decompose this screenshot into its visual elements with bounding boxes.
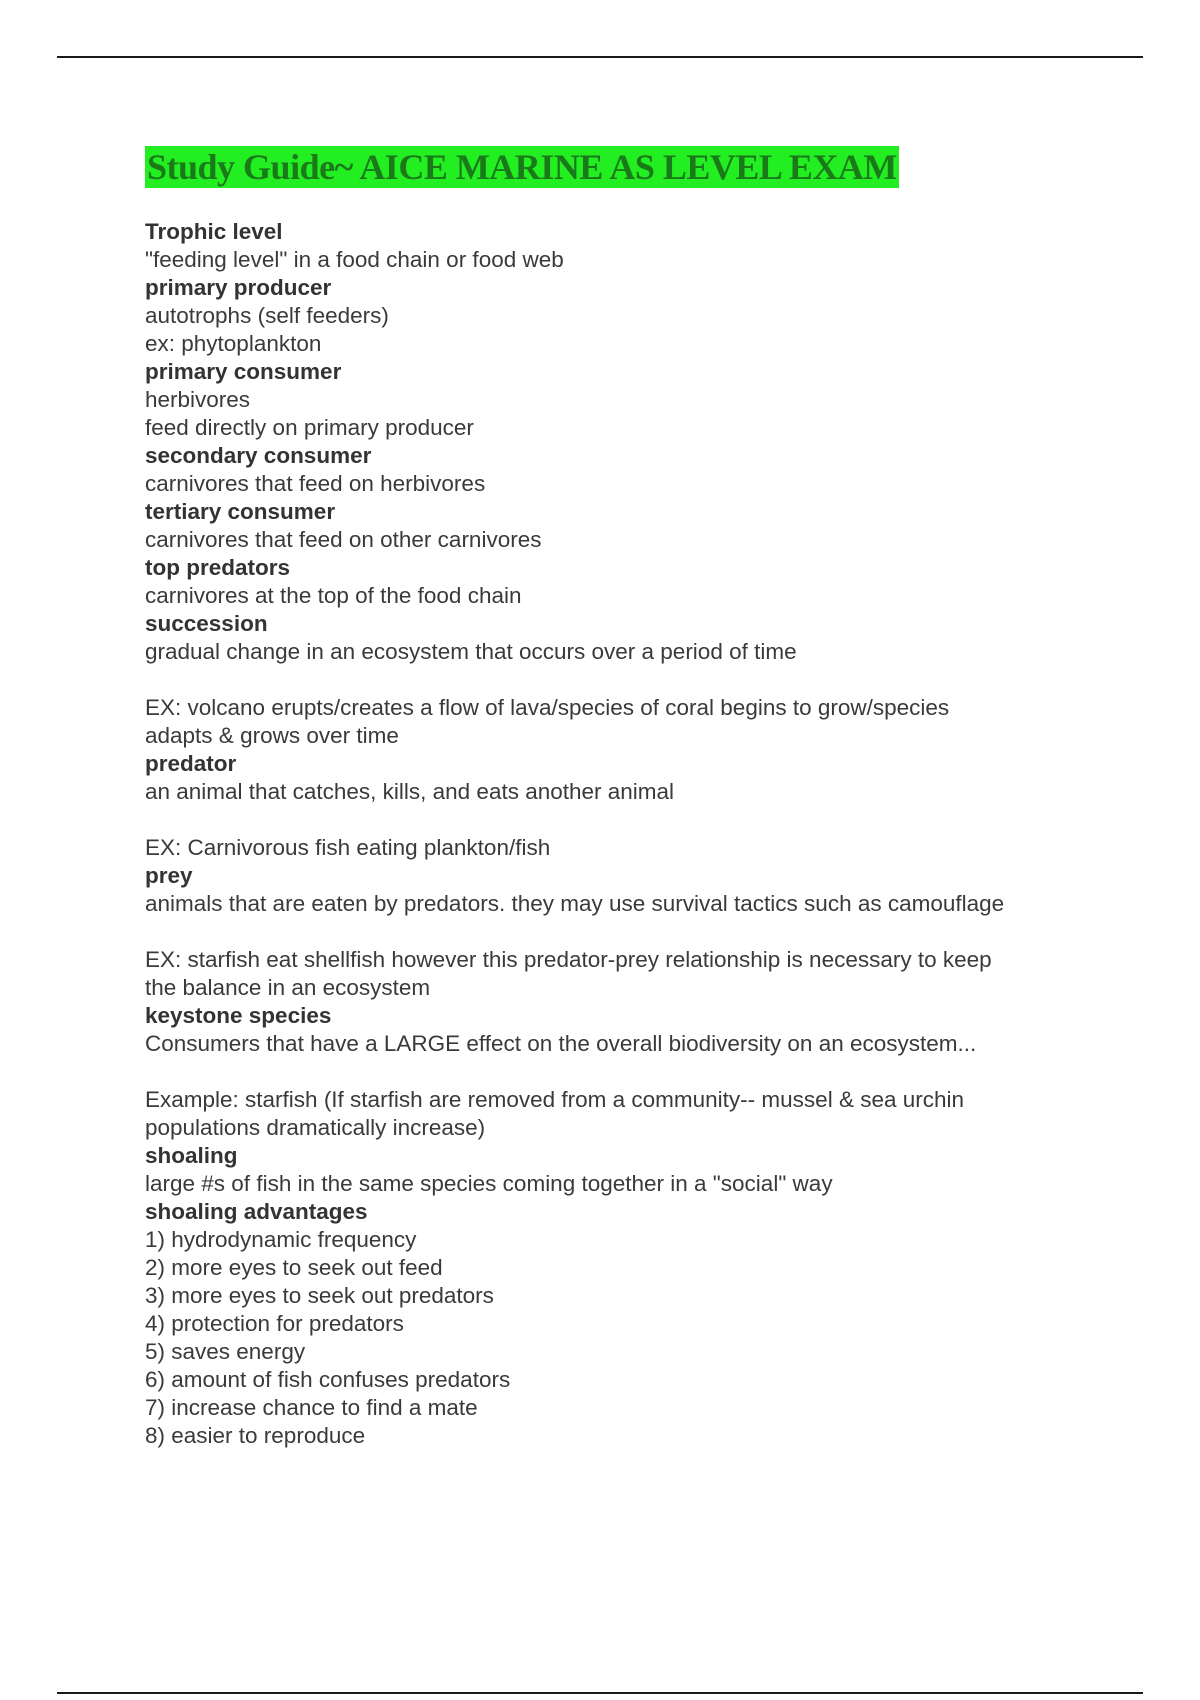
entry-term: shoaling: [145, 1143, 238, 1168]
document-body: [145, 146, 1075, 1450]
entry-definition-line: 2) more eyes to seek out feed: [145, 1255, 443, 1280]
entry-definition-line: adapts & grows over time: [145, 723, 399, 748]
entry-definition-line: populations dramatically increase): [145, 1115, 486, 1140]
entry-term: primary producer: [145, 275, 332, 300]
glossary-entry: [145, 862, 1075, 1002]
entry-definition-line: herbivores: [145, 387, 251, 412]
entry-definition-line: the balance in an ecosystem: [145, 975, 431, 1000]
entry-definition-line: feed directly on primary producer: [145, 415, 474, 440]
entry-definition-line: Example: starfish (If starfish are removed from a community-- mussel & sea urchin: [145, 1087, 965, 1112]
entry-definition-line: carnivores at the top of the food chain: [145, 583, 522, 608]
entry-term: predator: [145, 751, 237, 776]
entry-definition-line: autotrophs (self feeders): [145, 303, 389, 328]
glossary-entry: [145, 218, 1075, 274]
entry-definition-line: 1) hydrodynamic frequency: [145, 1227, 417, 1252]
entry-definition-line: 8) easier to reproduce: [145, 1423, 366, 1448]
entry-definition-line: carnivores that feed on other carnivores: [145, 527, 542, 552]
entry-definition-line: carnivores that feed on herbivores: [145, 471, 486, 496]
glossary-entry: [145, 554, 1075, 610]
blank-line: [145, 806, 1075, 834]
entry-definition-line: 7) increase chance to find a mate: [145, 1395, 478, 1420]
blank-line: [145, 1058, 1075, 1086]
footer-rule: [57, 1692, 1143, 1694]
entry-term: keystone species: [145, 1003, 332, 1028]
glossary-entries: [145, 218, 1075, 1450]
glossary-entry: [145, 610, 1075, 750]
entry-definition-line: animals that are eaten by predators. they may use survival tactics such as camouflage: [145, 891, 1005, 916]
document-title: Study Guide~ AICE MARINE AS LEVEL EXAM: [147, 147, 897, 187]
glossary-entry: [145, 1002, 1075, 1142]
entry-term: primary consumer: [145, 359, 342, 384]
entry-term: prey: [145, 863, 193, 888]
entry-definition-line: 3) more eyes to seek out predators: [145, 1283, 494, 1308]
entry-term: tertiary consumer: [145, 499, 336, 524]
entry-definition-line: 6) amount of fish confuses predators: [145, 1367, 511, 1392]
entry-definition-line: an animal that catches, kills, and eats another animal: [145, 779, 675, 804]
entry-term: succession: [145, 611, 268, 636]
entry-definition-line: 4) protection for predators: [145, 1311, 404, 1336]
entry-term: top predators: [145, 555, 291, 580]
entry-definition-line: ex: phytoplankton: [145, 331, 322, 356]
entry-definition-line: EX: volcano erupts/creates a flow of lava/species of coral begins to grow/species: [145, 695, 950, 720]
entry-definition-line: EX: starfish eat shellfish however this predator-prey relationship is necessary to keep: [145, 947, 992, 972]
entry-definition-line: Consumers that have a LARGE effect on the overall biodiversity on an ecosystem...: [145, 1031, 977, 1056]
header-rule: [57, 56, 1143, 58]
entry-definition-line: gradual change in an ecosystem that occurs over a period of time: [145, 639, 797, 664]
glossary-entry: [145, 498, 1075, 554]
glossary-entry: [145, 442, 1075, 498]
entry-term: shoaling advantages: [145, 1199, 368, 1224]
entry-definition-line: "feeding level" in a food chain or food web: [145, 247, 564, 272]
entry-definition-line: 5) saves energy: [145, 1339, 306, 1364]
glossary-entry: [145, 358, 1075, 442]
glossary-entry: [145, 1198, 1075, 1450]
glossary-entry: [145, 274, 1075, 358]
blank-line: [145, 666, 1075, 694]
entry-definition-line: EX: Carnivorous fish eating plankton/fish: [145, 835, 551, 860]
entry-term: Trophic level: [145, 219, 283, 244]
entry-term: secondary consumer: [145, 443, 372, 468]
entry-definition-line: large #s of fish in the same species coming together in a "social" way: [145, 1171, 833, 1196]
blank-line: [145, 918, 1075, 946]
glossary-entry: [145, 1142, 1075, 1198]
glossary-entry: [145, 750, 1075, 862]
